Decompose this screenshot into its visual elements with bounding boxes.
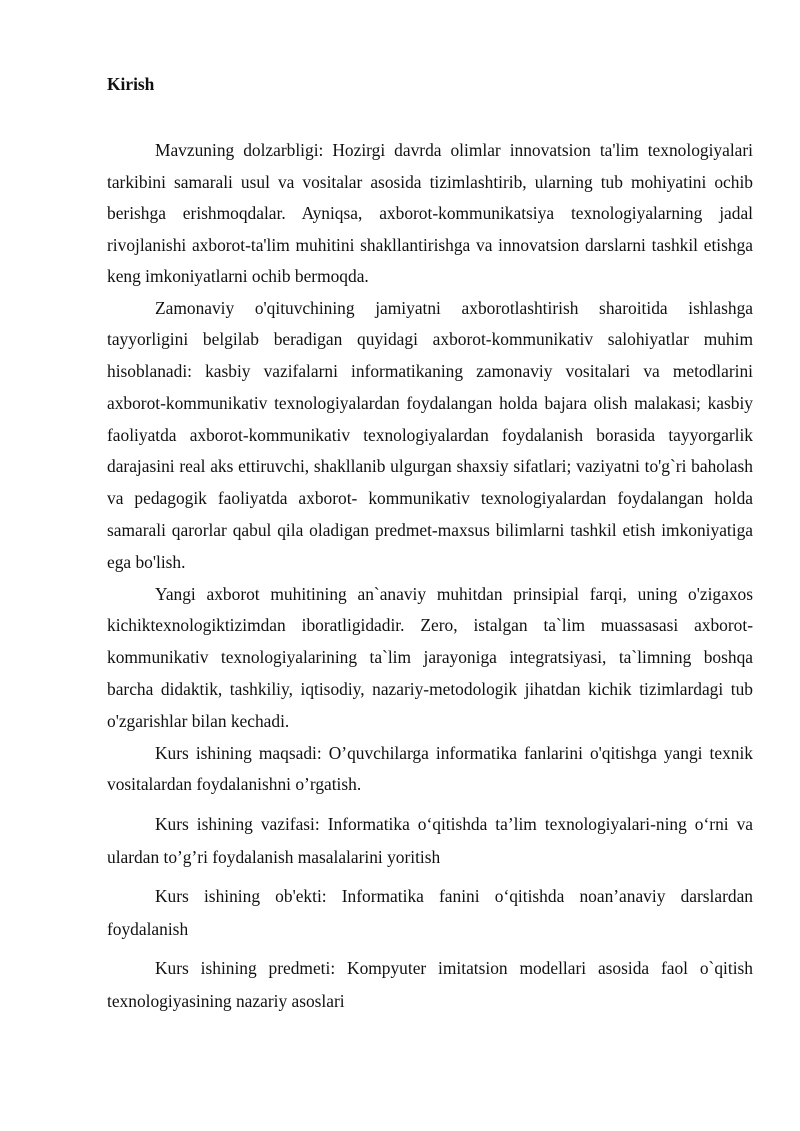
body-text xyxy=(107,135,753,1017)
paragraph-subject: Kurs ishining predmeti: Kompyuter imitatsion modellari asosida faol o`qitish texnologiyasining nazariy asoslari xyxy=(107,958,753,1011)
paragraph-relevance: Mavzuning dolzarbligi: Hozirgi davrda olimlar innovatsion ta'lim texnologiyalari tarkibini samarali usul va vositalar asosida tizimlashtirib, ularning tub mohiyatini ochib berishga erishmoqdalar. Ayniqsa, axborot-kommunikatsiya texnologiyalarning jadal rivojlanishi axborot-ta'lim muhitini shakllantirishga va innovatsion darslarni tashkil etishga keng imkoniyatlarni ochib bermoqda. xyxy=(107,140,753,286)
paragraph-competencies: Zamonaviy o'qituvchining jamiyatni axborotlashtirish sharoitida ishlashga tayyorligini belgilab beradigan quyidagi axborot-kommunikativ salohiyatlar muhim hisoblanadi: kasbiy vazifalarni informatikaning zamonaviy vositalari va metodlarini axborot-kommunikativ texnologiyalardan foydalangan holda bajara olish malakasi; kasbiy faoliyatda axborot-kommunikativ texnologiyalardan foydalanish borasida tayyorgarlik darajasini real aks ettiruvchi, shakllanib ulgurgan shaxsiy sifatlari; vaziyatni to'g`ri baholash va pedagogik faoliyatda axborot- kommunikativ texnologiyalardan foydalangan holda samarali qarorlar qabul qila oladigan predmet-maxsus bilimlarni tashkil etish imkoniyatiga ega bo'lish. xyxy=(107,297,753,572)
paragraph-goal: Kurs ishining maqsadi: O’quvchilarga informatika fanlarini o'qitishga yangi texnik vositalardan foydalanishni o’rgatish. xyxy=(107,742,753,795)
paragraph-information-environment: Yangi axborot muhitining an`anaviy muhitdan prinsipial farqi, uning o'zigaxos kichiktexnologiktizimdan iboratligidadir. Zero, istalgan ta`lim muassasasi axborot-kommunikativ texnologiyalarining ta`lim jarayoniga integratsiyasi, ta`limning boshqa barcha didaktik, tashkiliy, iqtisodiy, nazariy-metodologik jihatdan kichik tizimlardagi tub o'zgarishlar bilan kechadi. xyxy=(107,583,753,731)
paragraph-tasks: Kurs ishining vazifasi: Informatika o‘qitishda ta’lim texnologiyalari-ning o‘rni va ulardan to’g’ri foydalanish masalalarini yoritish xyxy=(107,814,753,867)
section-heading: Kirish xyxy=(107,74,155,94)
paragraph-object: Kurs ishining ob'ekti: Informatika fanini o‘qitishda noan’anaviy darslardan foydalanish xyxy=(107,886,753,939)
